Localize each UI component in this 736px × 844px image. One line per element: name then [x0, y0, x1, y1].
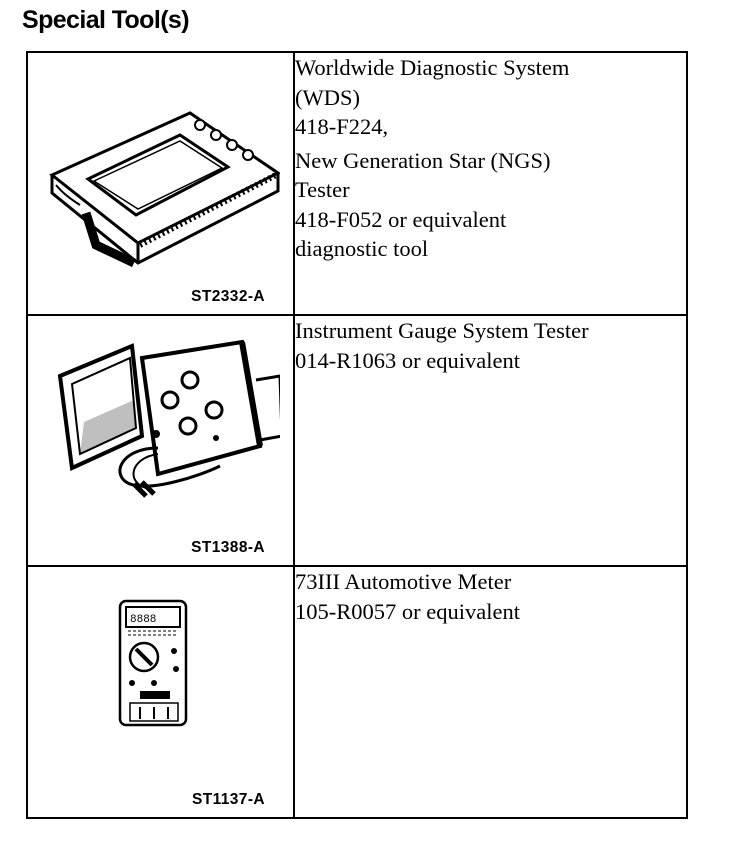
description-cell [294, 315, 687, 566]
description-cell [294, 52, 687, 315]
description-line: 418-F224, [295, 114, 389, 139]
description-line: New Generation Star (NGS) [295, 147, 551, 173]
diagnostic-tablet-icon [40, 95, 280, 270]
description-line: 418-F052 or equivalent [295, 206, 507, 232]
description-cell [294, 566, 687, 818]
description-line: Tester [295, 177, 350, 202]
table-row [27, 52, 687, 315]
illustration-cell [27, 52, 294, 315]
description-line: 105-R0057 or equivalent [295, 598, 520, 624]
illustration-cell [27, 566, 294, 818]
automotive-multimeter-icon [118, 599, 190, 729]
description-line: Worldwide Diagnostic System [295, 55, 570, 80]
special-tools-table [26, 51, 688, 819]
table-row [27, 315, 687, 566]
illustration-code: ST2332-A [191, 288, 265, 305]
svg-text:8888: 8888 [130, 614, 157, 626]
illustration-code: ST1388-A [191, 539, 265, 556]
description-line: 014-R1063 or equivalent [295, 347, 520, 373]
table-row [27, 566, 687, 818]
gauge-tester-case-icon [50, 336, 280, 506]
illustration-cell [27, 315, 294, 566]
description-line: (WDS) [295, 84, 360, 110]
description-line: diagnostic tool [295, 236, 429, 261]
page-title: Special Tool(s) [22, 6, 189, 34]
description-line: Instrument Gauge System Tester [295, 318, 589, 343]
description-line: 73III Automotive Meter [295, 569, 512, 594]
illustration-code: ST1137-A [192, 791, 265, 808]
